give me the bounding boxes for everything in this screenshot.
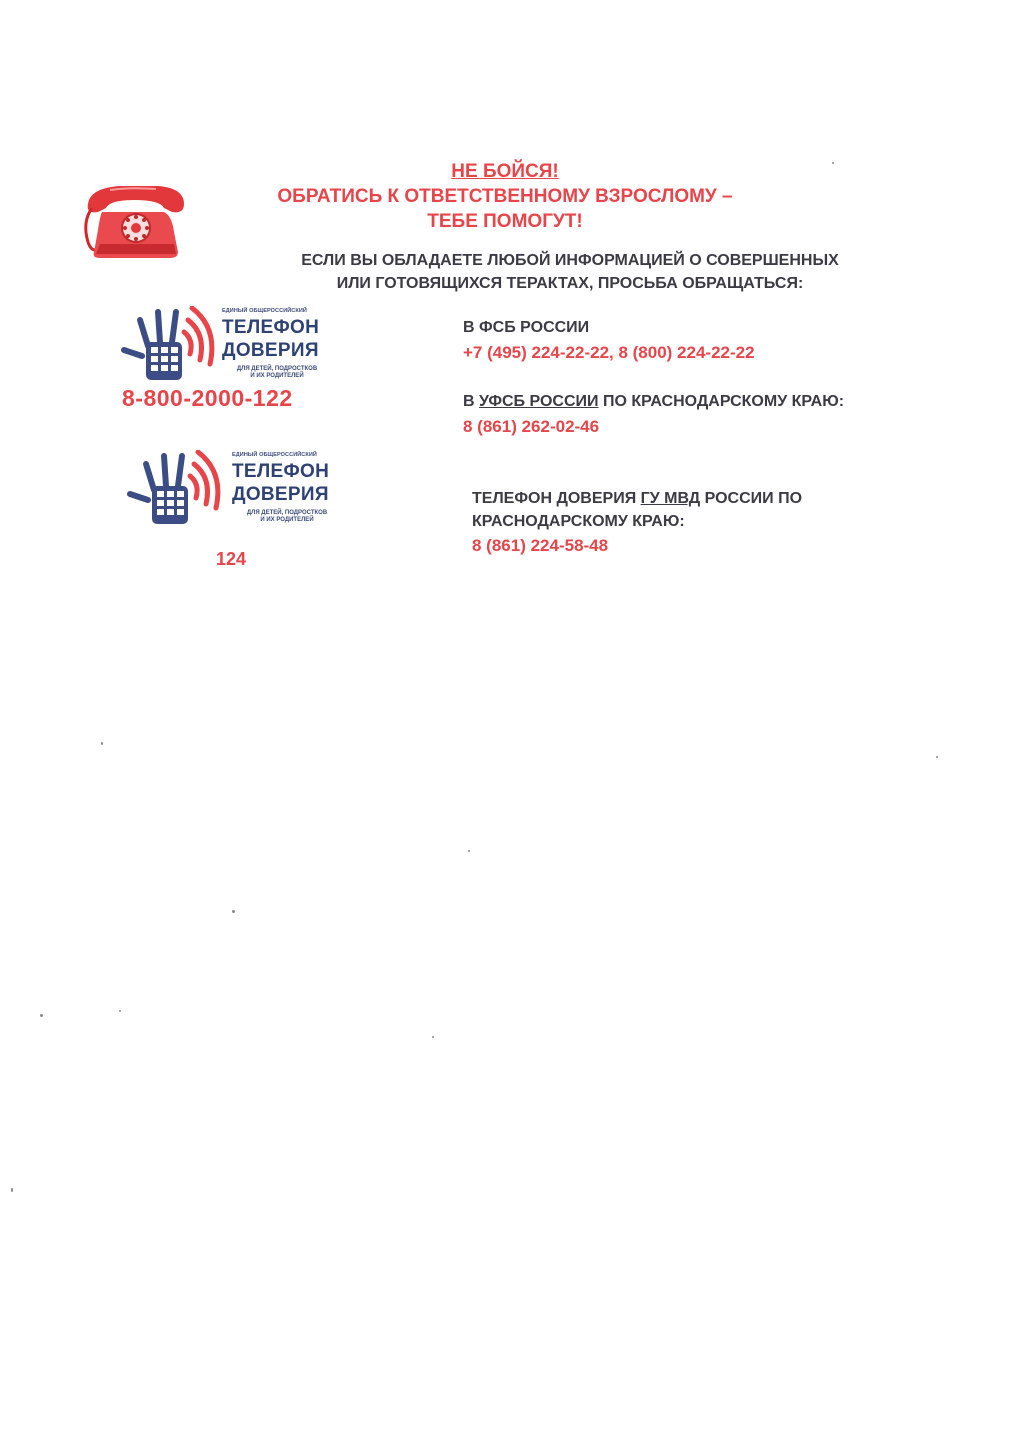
helpline-logo-1 [118,306,333,386]
logo-1-title-2: ДОВЕРИЯ [222,340,319,361]
logo-2-small-caption: ЕДИНЫЙ ОБЩЕРОССИЙСКИЙ [232,452,317,458]
helpline-hand-logo-icon [118,306,218,386]
helpline-hand-logo-icon [124,450,224,530]
logo-2-title-2: ДОВЕРИЯ [232,484,329,505]
mvd-label-prefix: ТЕЛЕФОН ДОВЕРИЯ [472,490,641,507]
mvd-label-line-2: КРАСНОДАРСКОМУ КРАЮ: [472,513,685,530]
ufsb-label-prefix: В [463,393,479,410]
mvd-label-line-1 [472,488,802,510]
headline-line-3: ТЕБЕ ПОМОГУТ! [427,211,583,232]
scan-speck [468,850,470,852]
logo-2-title-1: ТЕЛЕФОН [232,461,330,482]
ufsb-label-suffix: ПО КРАСНОДАРСКОМУ КРАЮ: [598,393,845,410]
scan-speck [40,1014,43,1017]
mvd-label-suffix: РОССИИ ПО [700,490,803,507]
fsb-label: В ФСБ РОССИИ [463,319,590,336]
scan-speck [832,162,834,164]
scan-speck [232,910,235,913]
ufsb-label [463,391,844,413]
mvd-label-underlined: ГУ МВД [640,490,701,507]
logo-1-title-1: ТЕЛЕФОН [222,317,320,338]
headline-line-1: НЕ БОЙСЯ! [451,161,559,182]
logo-1-tagline-2: И ИХ РОДИТЕЛЕЙ [250,373,304,379]
logo-1-tagline-1: ДЛЯ ДЕТЕЙ, ПОДРОСТКОВ [236,366,318,372]
ufsb-label-underlined: УФСБ РОССИИ [479,393,599,410]
mvd-phone: 8 (861) 224-58-48 [472,536,609,555]
logo-2-tagline-1: ДЛЯ ДЕТЕЙ, ПОДРОСТКОВ [246,510,328,516]
ufsb-phone: 8 (861) 262-02-46 [463,417,600,436]
scan-speck [11,1188,13,1192]
headline-line-2: ОБРАТИСЬ К ОТВЕТСТВЕННОМУ ВЗРОСЛОМУ – [277,186,733,207]
scan-speck [119,1010,121,1012]
intro-line-1: ЕСЛИ ВЫ ОБЛАДАЕТЕ ЛЮБОЙ ИНФОРМАЦИЕЙ О СОВЕРШЕННЫХ [301,252,839,269]
scan-speck [101,742,103,745]
logo-2-tagline-2: И ИХ РОДИТЕЛЕЙ [260,517,314,523]
telephone-icon [80,182,188,260]
intro-line-2: ИЛИ ГОТОВЯЩИХСЯ ТЕРАКТАХ, ПРОСЬБА ОБРАЩАТЬСЯ: [336,275,804,292]
logo-2-phone: 124 [216,549,247,569]
scan-speck [432,1036,434,1038]
scan-speck [936,756,938,758]
logo-1-phone: 8-800-2000-122 [122,385,293,411]
fsb-phone: +7 (495) 224-22-22, 8 (800) 224-22-22 [463,343,755,362]
logo-1-small-caption: ЕДИНЫЙ ОБЩЕРОССИЙСКИЙ [222,308,307,314]
helpline-logo-2 [124,450,344,530]
